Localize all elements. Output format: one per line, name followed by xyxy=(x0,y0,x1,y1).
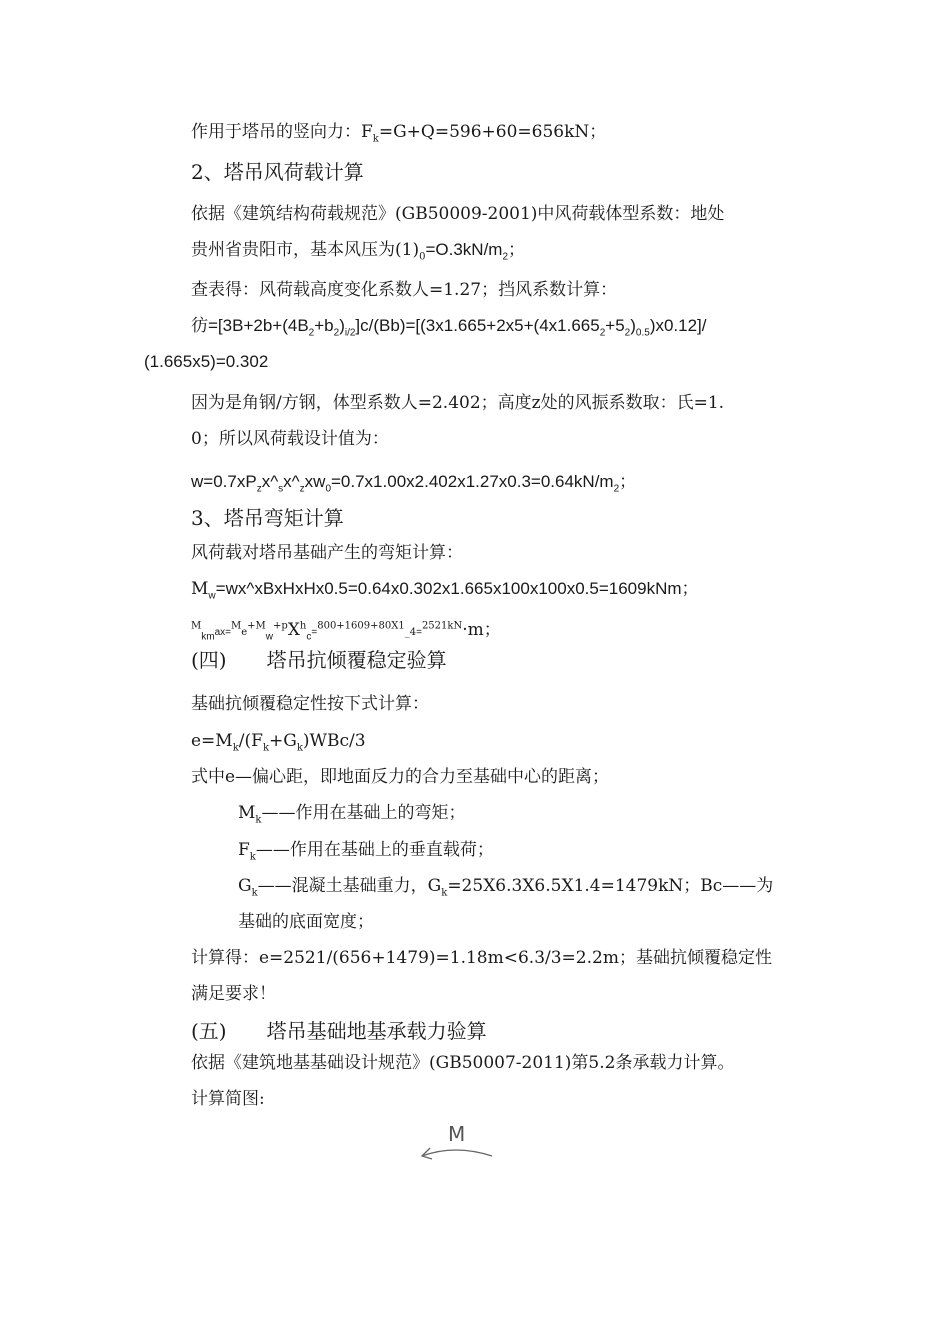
para-wind-pressure: 贵州省贵阳市，基本风压为$(1)_0=O.3kN/m_2$； xyxy=(191,240,526,263)
formula-eccentricity: $e=M_k/(F_k+G_k)WBc/3$ xyxy=(191,731,366,754)
para-design-value: 0；所以风荷载设计值为： xyxy=(191,429,389,449)
para-moment-calc: 风荷载对塔吊基础产生的弯矩计算： xyxy=(191,543,463,563)
para-result: 计算得：e=2521/(656+1479)=1.18m<6.3/3=2.2m；基础抗倾覆稳定性 xyxy=(191,948,772,968)
formula-wind-moment: $M_w=wx\^{}xBxHxHx0.5=0.64x0.302x1.665x100x100x0.5=1609kNm$； xyxy=(191,579,699,602)
heading-bending-moment: 3、塔吊弯矩计算 xyxy=(191,506,344,530)
def-mk: $M_k——$作用在基础上的弯矩； xyxy=(238,803,466,826)
moment-label: M xyxy=(448,1122,466,1146)
moment-sketch xyxy=(410,1118,520,1178)
para-lookup: 查表得：风荷载高度变化系数人=1.27；挡风系数计算： xyxy=(191,280,618,300)
def-bc: 基础的底面宽度； xyxy=(238,912,374,932)
def-gk: $G_k——$混凝土基础重力，$G_k=25X6.3X6.5X1.4=1479kN$；Bc——为 xyxy=(238,876,774,899)
formula-shield-coeff: 彷$=[3B+2b+(4B_2+b_2)_{i/2}]c/(Bb)=[(3x1.665+2x5+(4x1.665_2+5_2)_{0.5})x0.12]/$ xyxy=(191,316,707,339)
para-shape-coeff: 因为是角钢/方钢，体型系数人=2.402；高度z处的风振系数取：氏=1. xyxy=(191,393,725,413)
formula-shield-result: (1.665x5)=0.302 xyxy=(144,352,269,371)
para-diagram-caption: 计算简图: xyxy=(191,1089,265,1109)
line-vertical-force: 作用于塔吊的竖向力：$F_k=G+Q=596+60=656kN$； xyxy=(191,122,607,145)
formula-wind-load: $w=0.7xP_zx\^{}_sx\^{}_zxw_0=0.7x1.00x2.402x1.27x0.3=0.64kN/m_2$； xyxy=(191,472,637,495)
heading-wind-load: 2、塔吊风荷载计算 xyxy=(191,160,364,184)
heading-section-five: (五) 塔吊基础地基承载力验算 xyxy=(191,1019,487,1043)
def-fk: $F_k——$作用在基础上的垂直载荷； xyxy=(238,840,494,863)
para-overturn-formula-intro: 基础抗倾覆稳定性按下式计算： xyxy=(191,694,429,714)
formula-max-moment: $^M_{km}ax=^Me^{+M}_w^{+p}X^h_c=^{800+1609+80X1}\_4=^{2521kN}\cdot m$； xyxy=(191,620,501,643)
para-satisfied: 满足要求！ xyxy=(191,984,276,1004)
para-bearing-basis: 依据《建筑地基基础设计规范》(GB50007-2011)第5.2条承载力计算。 xyxy=(191,1053,735,1073)
moment-arc xyxy=(422,1150,492,1156)
para-wind-basis: 依据《建筑结构荷载规范》(GB50009-2001)中风荷载体型系数：地处 xyxy=(191,204,725,224)
para-eccentricity-def: 式中e—偏心距，即地面反力的合力至基础中心的距离； xyxy=(191,767,610,787)
heading-section-four: (四) 塔吊抗倾覆稳定验算 xyxy=(191,648,447,672)
